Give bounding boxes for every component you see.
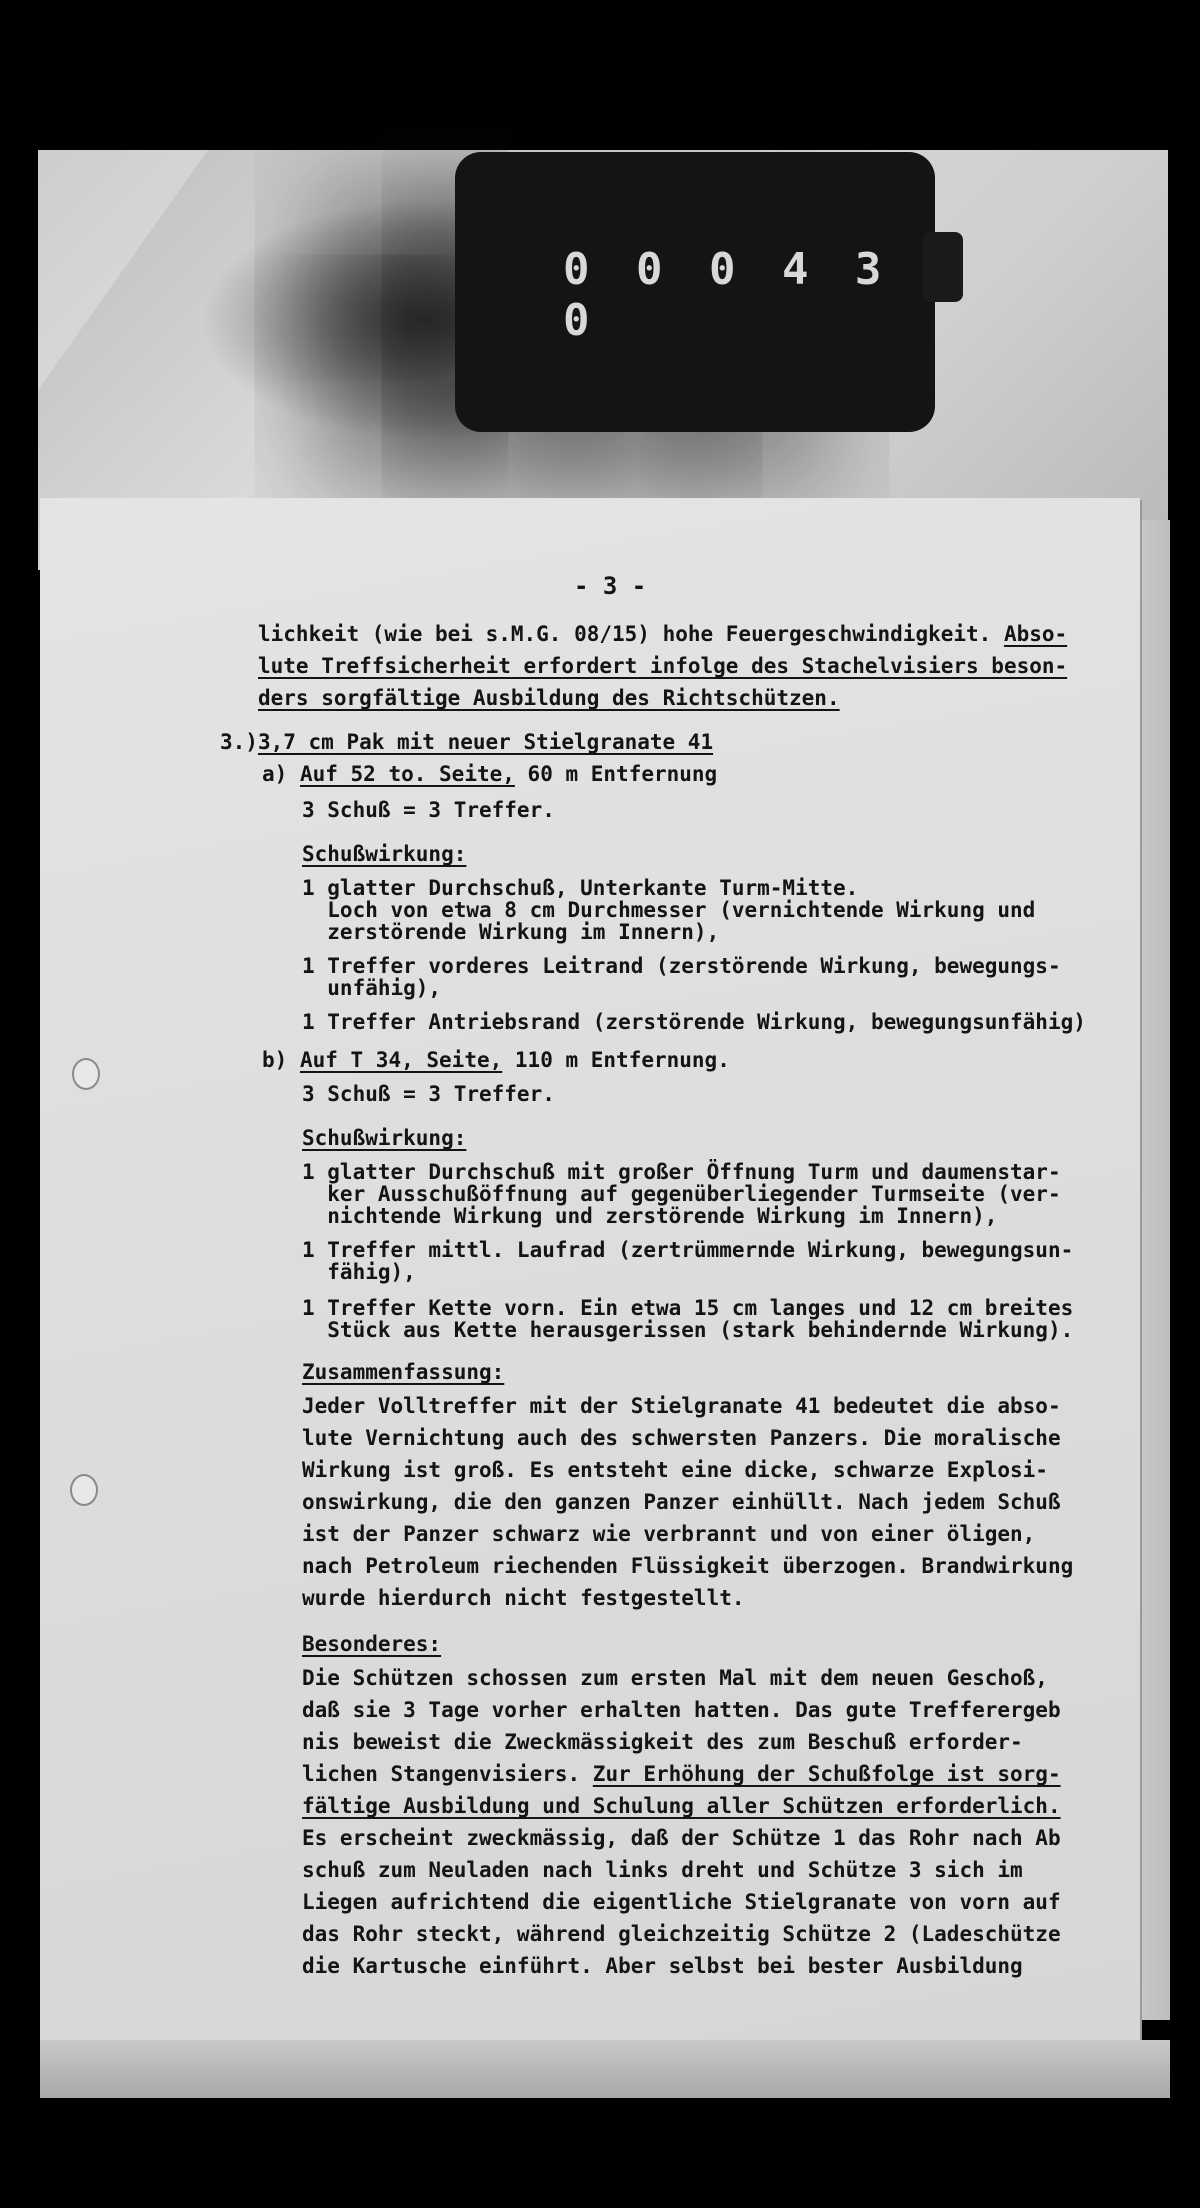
effect-line: 1 Treffer mittl. Laufrad (zertrümmernde Wirkung, bewegungsun-	[302, 1238, 1074, 1262]
effect-line: 1 Treffer Antriebsrand (zerstörende Wirkung, bewegungsunfähig)	[302, 1010, 1086, 1034]
summary-line: ist der Panzer schwarz wie verbrannt und von einer öligen,	[302, 1522, 1036, 1546]
text-line: lichkeit (wie bei s.M.G. 08/15) hohe Feuergeschwindigkeit. Abso-	[258, 622, 1068, 646]
shots-line: 3 Schuß = 3 Treffer.	[302, 798, 555, 822]
special-line: fältige Ausbildung und Schulung aller Schützen erforderlich.	[302, 1794, 1061, 1818]
shots-line: 3 Schuß = 3 Treffer.	[302, 1082, 555, 1106]
frame-counter-digits: 0 0 0 4 3 0	[563, 244, 892, 346]
frame-counter	[455, 152, 935, 432]
special-line: lichen Stangenvisiers. Zur Erhöhung der Schußfolge ist sorg-	[302, 1762, 1061, 1786]
text-line: ders sorgfältige Ausbildung des Richtschützen.	[258, 686, 840, 710]
summary-line: onswirkung, die den ganzen Panzer einhüllt. Nach jedem Schuß	[302, 1490, 1061, 1514]
page-bottom-edge	[40, 2040, 1170, 2098]
special-line: nis beweist die Zweckmässigkeit des zum Beschuß erforder-	[302, 1730, 1023, 1754]
special-line: daß sie 3 Tage vorher erhalten hatten. Das gute Trefferergeb	[302, 1698, 1061, 1722]
effect-line: Loch von etwa 8 cm Durchmesser (vernichtende Wirkung und	[302, 898, 1036, 922]
special-line: die Kartusche einführt. Aber selbst bei bester Ausbildung	[302, 1954, 1023, 1978]
summary-line: lute Vernichtung auch des schwersten Panzers. Die moralische	[302, 1426, 1061, 1450]
special-heading: Besonderes:	[302, 1632, 442, 1656]
punch-hole	[72, 1058, 100, 1090]
effect-line: fähig),	[302, 1260, 416, 1284]
special-line: Es erscheint zweckmässig, daß der Schütze 1 das Rohr nach Ab	[302, 1826, 1061, 1850]
summary-heading: Zusammenfassung:	[302, 1360, 505, 1384]
subsection-b-heading: b) Auf T 34, Seite, 110 m Entfernung.	[262, 1048, 730, 1072]
effect-line: Stück aus Kette herausgerissen (stark behindernde Wirkung).	[302, 1318, 1074, 1342]
special-line: schuß zum Neuladen nach links dreht und Schütze 3 sich im	[302, 1858, 1023, 1882]
effect-line: nichtende Wirkung und zerstörende Wirkung im Innern),	[302, 1204, 998, 1228]
special-line: Liegen aufrichtend die eigentliche Stielgranate von vorn auf	[302, 1890, 1061, 1914]
effect-line: 1 Treffer vorderes Leitrand (zerstörende Wirkung, bewegungs-	[302, 954, 1061, 978]
summary-line: nach Petroleum riechenden Flüssigkeit überzogen. Brandwirkung	[302, 1554, 1074, 1578]
page-number: - 3 -	[574, 572, 647, 600]
effect-heading: Schußwirkung:	[302, 842, 467, 866]
subsection-a-heading: a) Auf 52 to. Seite, 60 m Entfernung	[262, 762, 718, 786]
effect-line: 1 Treffer Kette vorn. Ein etwa 15 cm langes und 12 cm breites	[302, 1296, 1074, 1320]
effect-heading: Schußwirkung:	[302, 1126, 467, 1150]
effect-line: 1 glatter Durchschuß, Unterkante Turm-Mitte.	[302, 876, 859, 900]
effect-line: zerstörende Wirkung im Innern),	[302, 920, 720, 944]
effect-line: unfähig),	[302, 976, 442, 1000]
summary-line: Jeder Volltreffer mit der Stielgranate 41 bedeutet die abso-	[302, 1394, 1061, 1418]
effect-line: ker Ausschußöffnung auf gegenüberliegender Turmseite (ver-	[302, 1182, 1061, 1206]
summary-line: wurde hierdurch nicht festgestellt.	[302, 1586, 745, 1610]
effect-line: 1 glatter Durchschuß mit großer Öffnung Turm und daumenstar-	[302, 1160, 1061, 1184]
text-line: lute Treffsicherheit erfordert infolge des Stachelvisiers beson-	[258, 654, 1068, 678]
summary-line: Wirkung ist groß. Es entsteht eine dicke, schwarze Explosi-	[302, 1458, 1048, 1482]
special-line: Die Schützen schossen zum ersten Mal mit dem neuen Geschoß,	[302, 1666, 1048, 1690]
punch-hole	[70, 1474, 98, 1506]
special-line: das Rohr steckt, während gleichzeitig Schütze 2 (Ladeschütze	[302, 1922, 1061, 1946]
section-heading: 3.)3,7 cm Pak mit neuer Stielgranate 41	[220, 730, 714, 754]
